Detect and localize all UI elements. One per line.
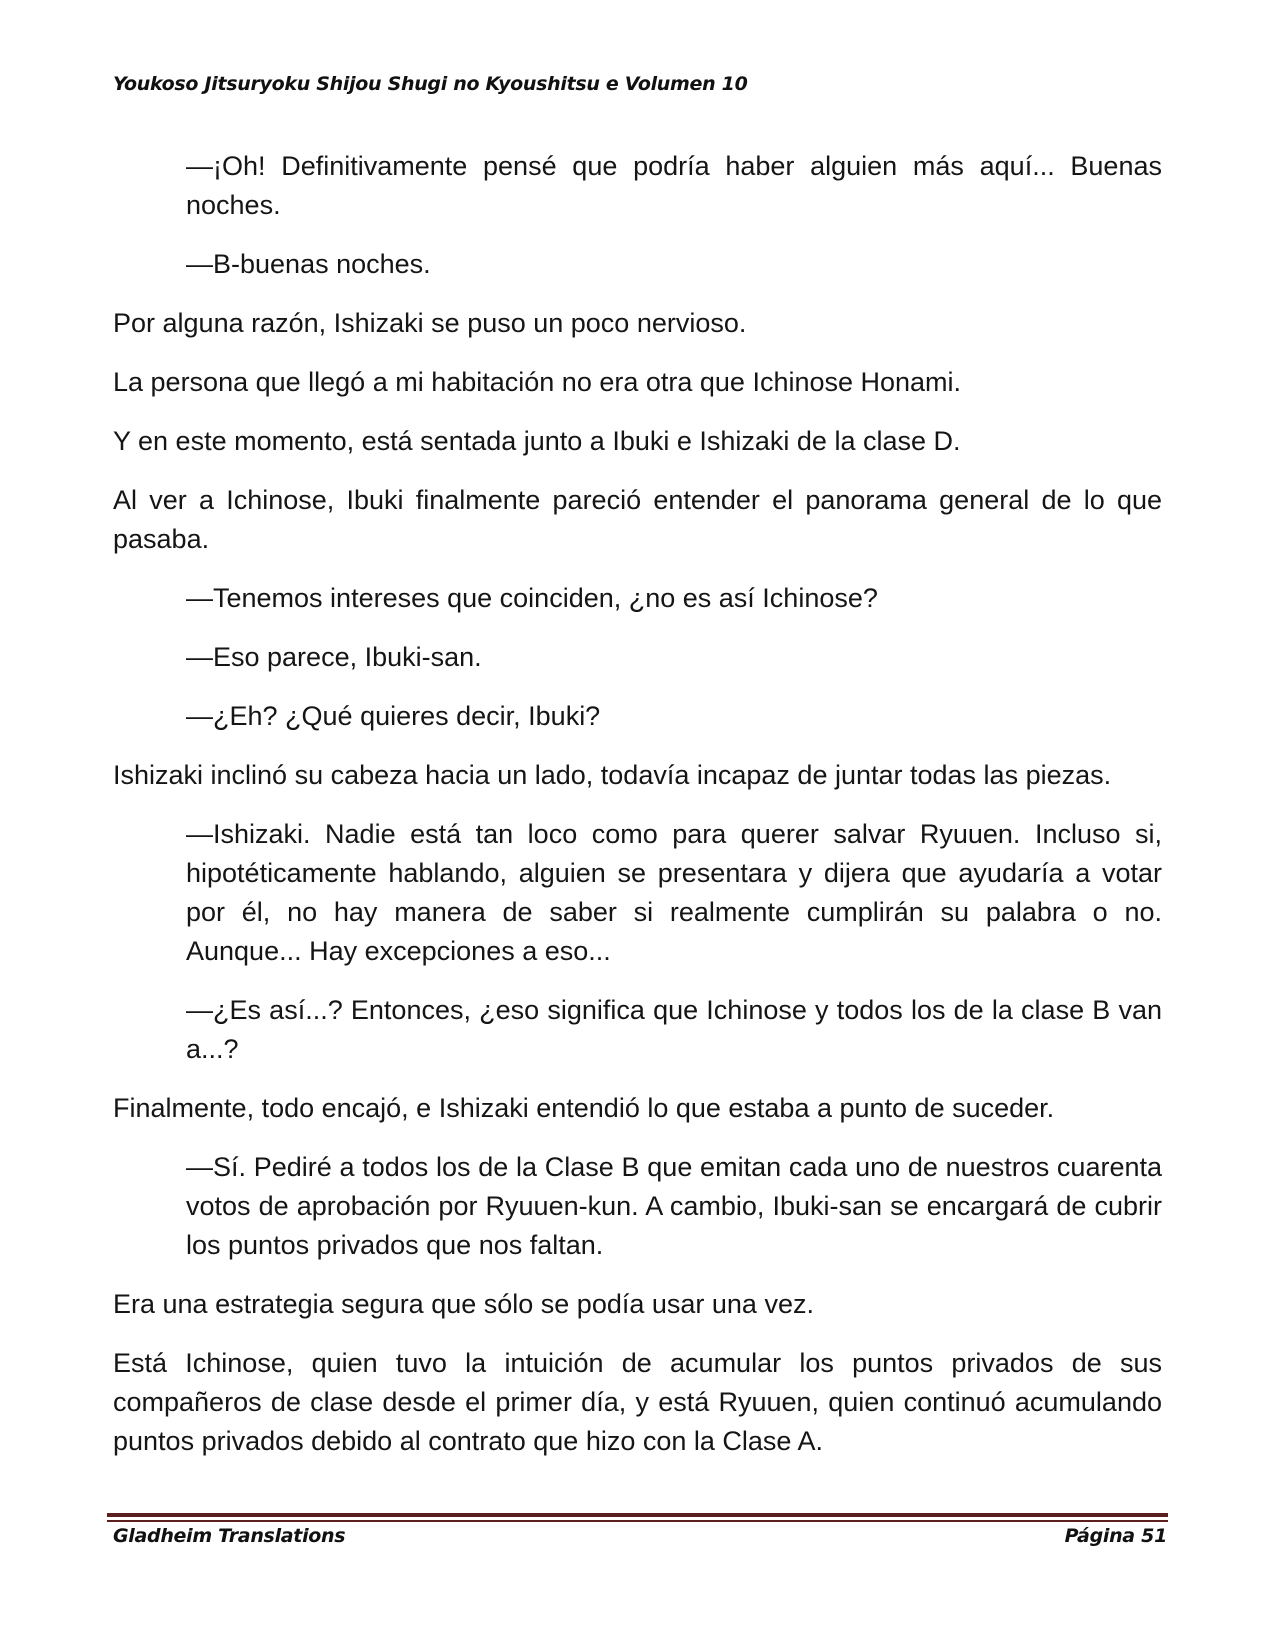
narration-paragraph: Ishizaki inclinó su cabeza hacia un lado, todavía incapaz de juntar todas las piezas. [113,760,1112,790]
footer-translator-credit: Gladheim Translations [113,1525,346,1547]
narration-paragraph: Y en este momento, está sentada junto a Ibuki e Ishizaki de la clase D. [113,426,961,456]
page-body [113,147,1162,1481]
footer-divider-thick [107,1513,1168,1517]
dialogue-paragraph: —Ishizaki. Nadie está tan loco como para querer salvar Ryuuen. Incluso si, hipotéticamente hablando, alguien se presentara y dijera que ayudaría a votar por él, no hay manera de saber si realmente cumplirán su palabra o no. Aunque... Hay excepciones a eso... [186,819,1162,966]
dialogue-paragraph: —¿Es así...? Entonces, ¿eso significa que Ichinose y todos los de la clase B van a...? [186,995,1162,1064]
footer-page-number: Página 51 [1064,1525,1167,1547]
dialogue-paragraph: —B-buenas noches. [186,249,431,279]
dialogue-paragraph: —Tenemos intereses que coinciden, ¿no es así Ichinose? [186,583,878,613]
narration-paragraph: La persona que llegó a mi habitación no era otra que Ichinose Honami. [113,367,962,397]
dialogue-paragraph: —Sí. Pediré a todos los de la Clase B que emitan cada uno de nuestros cuarenta votos de aprobación por Ryuuen-kun. A cambio, Ibuki-san se encargará de cubrir los puntos privados que nos faltan. [186,1152,1162,1260]
dialogue-paragraph: —¿Eh? ¿Qué quieres decir, Ibuki? [186,701,601,731]
page-header-title: Youkoso Jitsuryoku Shijou Shugi no Kyoushitsu e Volumen 10 [113,73,748,95]
narration-paragraph: Al ver a Ichinose, Ibuki finalmente pareció entender el panorama general de lo que pasaba. [113,485,1162,554]
dialogue-paragraph: —Eso parece, Ibuki-san. [186,642,482,672]
footer-divider-thin [107,1520,1168,1522]
narration-paragraph: Por alguna razón, Ishizaki se puso un poco nervioso. [113,308,747,338]
narration-paragraph: Finalmente, todo encajó, e Ishizaki entendió lo que estaba a punto de suceder. [113,1093,1055,1123]
narration-paragraph: Está Ichinose, quien tuvo la intuición de acumular los puntos privados de sus compañeros de clase desde el primer día, y está Ryuuen, quien continuó acumulando puntos privados debido al contrato que hizo con la Clase A. [113,1348,1162,1456]
narration-paragraph: Era una estrategia segura que sólo se podía usar una vez. [113,1289,814,1319]
dialogue-paragraph: —¡Oh! Definitivamente pensé que podría haber alguien más aquí... Buenas noches. [186,151,1162,220]
